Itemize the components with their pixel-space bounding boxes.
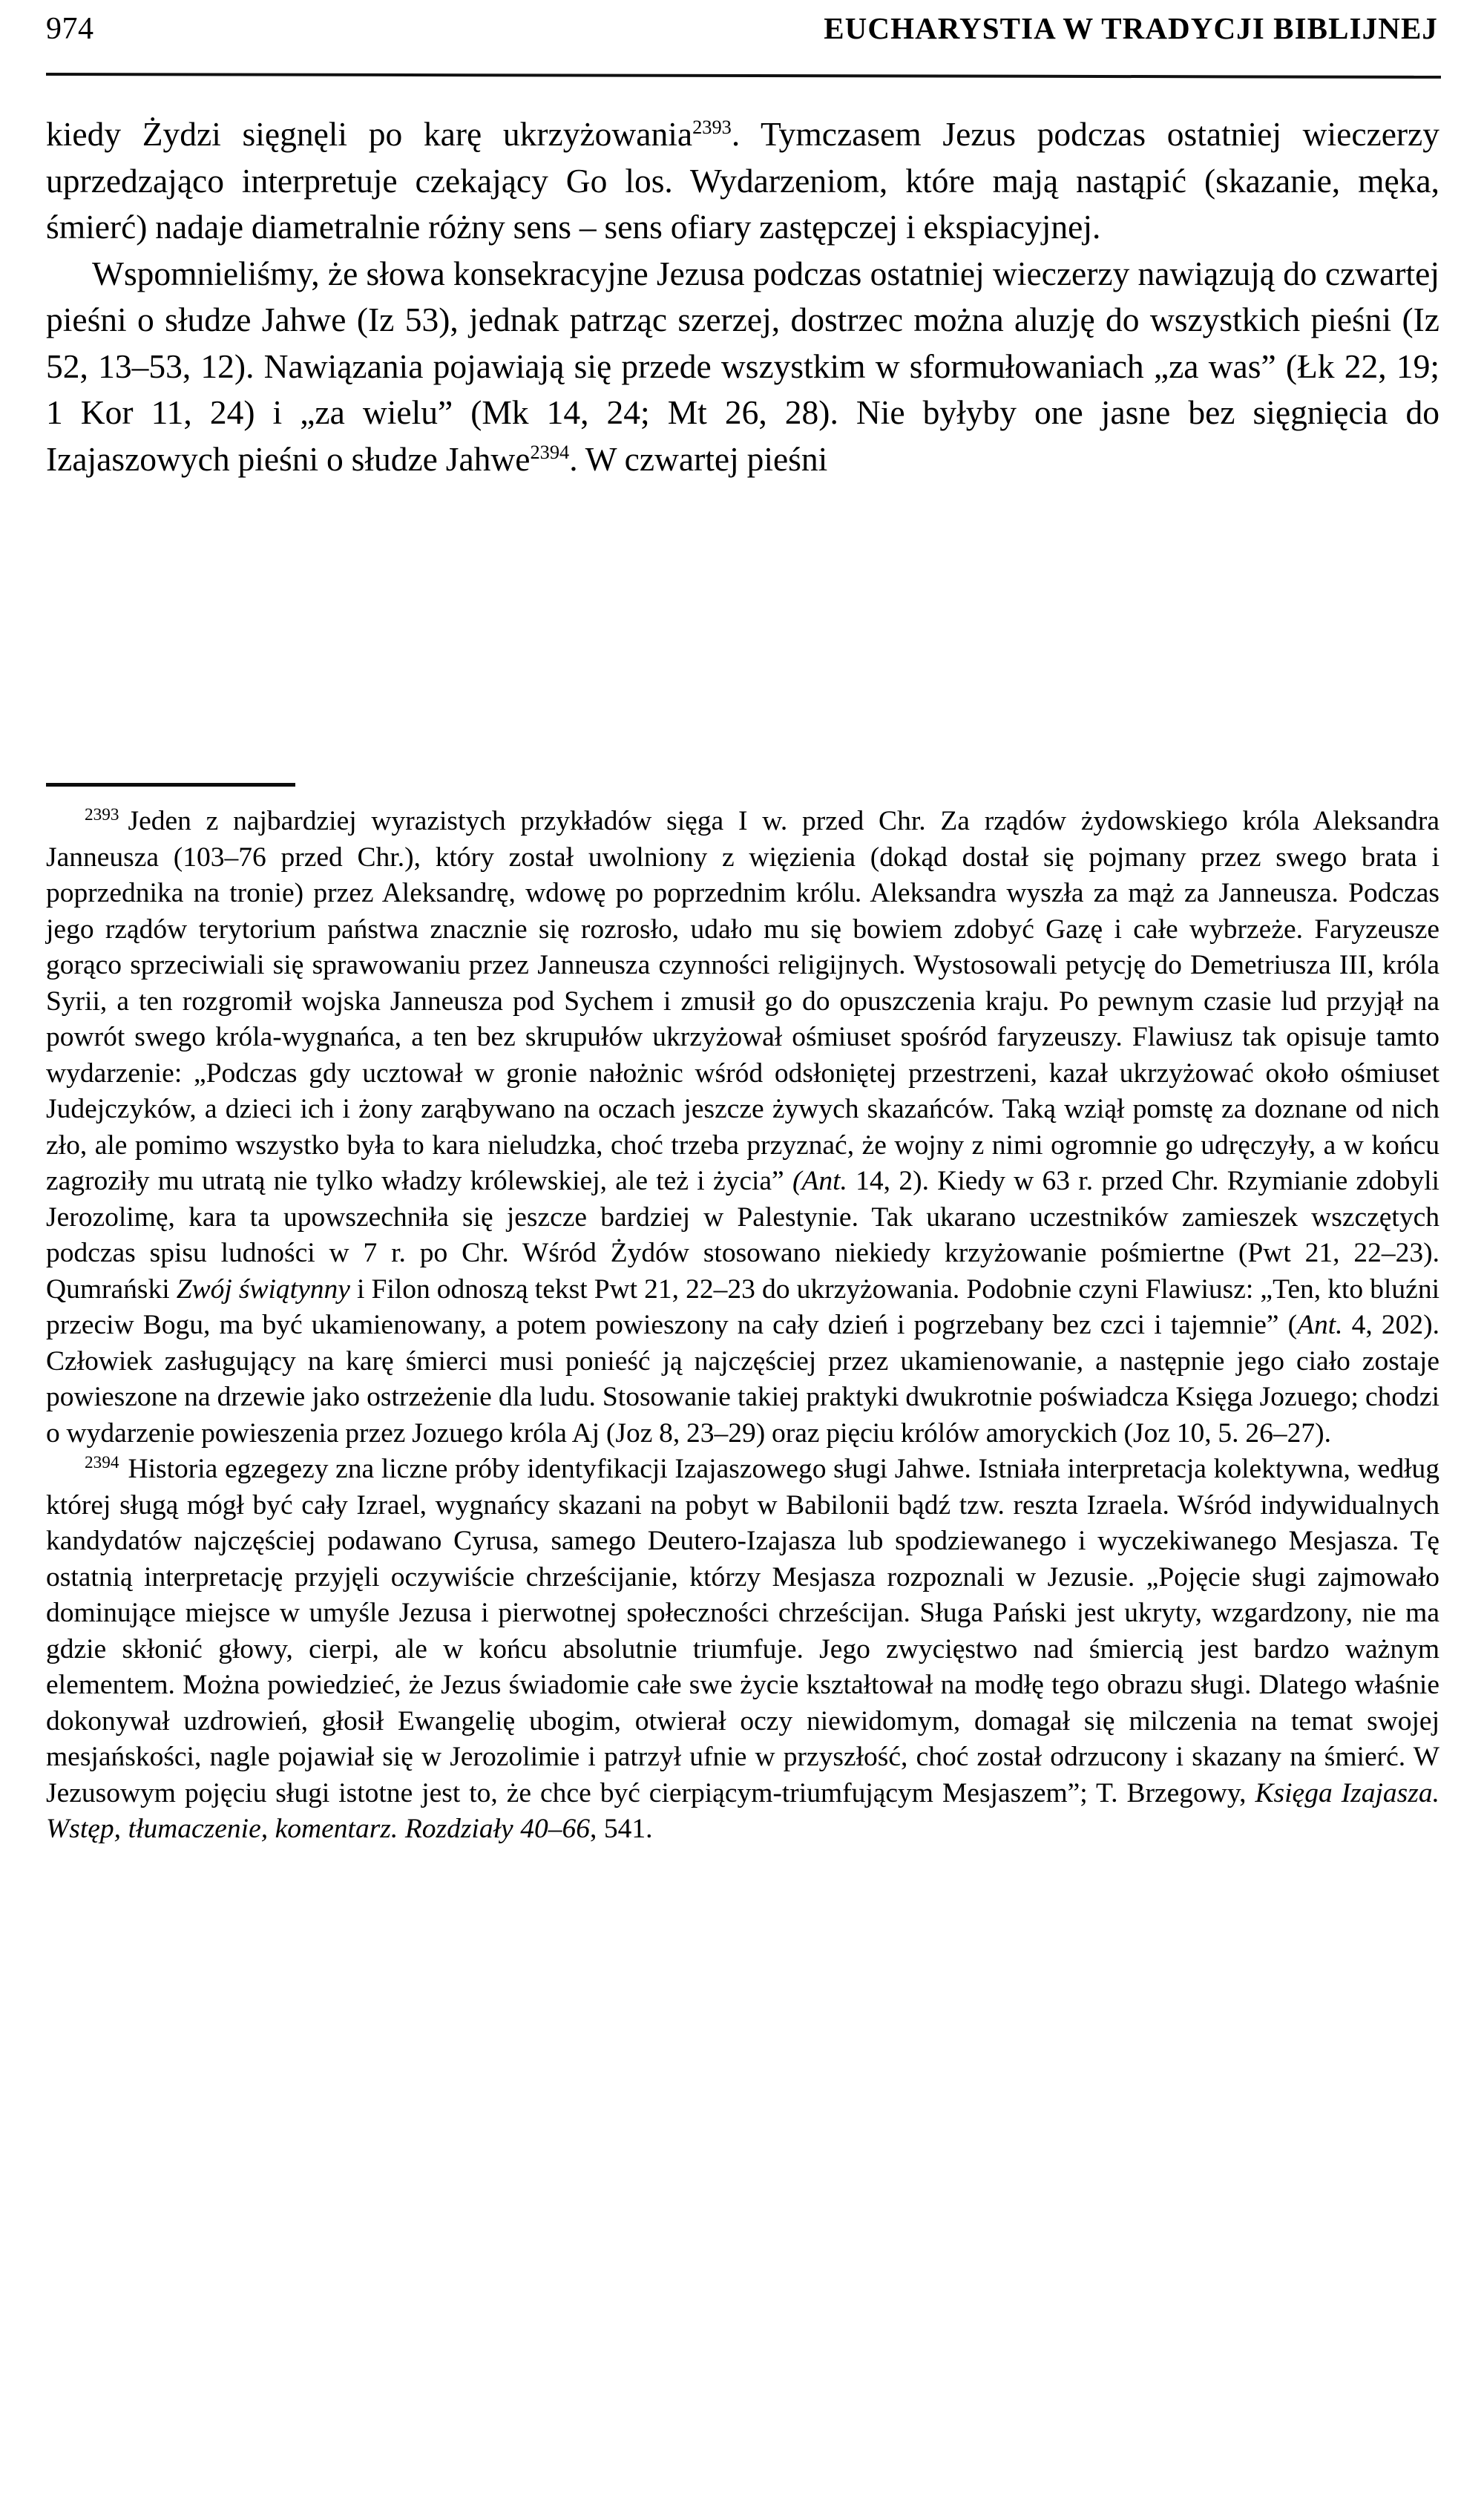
- body-paragraph-1-pre: kiedy Żydzi sięgnęli po karę ukrzyżowania: [46, 115, 693, 153]
- body-paragraph-1-post: . Tymczasem Jezus podczas ostatniej wieczerzy uprzedzająco interpretuje czekający Go los. Wydarzeniom, które mają nastąpić (skazanie, męka, śmierć) nadaje diametralnie różny sens – sens ofiary zastępczej i ekspiacyjnej.: [46, 115, 1440, 246]
- body-paragraph-2-post: . W czwartej pieśni: [569, 439, 828, 478]
- header-rule: [46, 73, 1441, 79]
- footnote-2394: [46, 1452, 1439, 1848]
- body-paragraph-2: [46, 251, 1439, 483]
- footnote-2394-text: Historia egzegezy zna liczne próby identyfikacji Izajaszowego sługi Jahwe. Istniała interpretacja kolektywna, według której sługą mógł być cały Izrael, wygnańcy skazani na pobyt w Babilonii bądź tzw. reszta Izraela. Wśród indywidualnych kandydatów najczęściej podawano Cyrusa, samego Deutero-Izajasza lub spodziewanego i wyczekiwanego Mesjasza. Tę ostatnią interpretację przyjęli oczywiście chrześcijanie, którzy Mesjasza rozpoznali w Jezusie. „Pojęcie sługi zajmowało dominujące miejsce w umyśle Jezusa i pierwotnej społeczności chrześcijan. Sługa Pański jest ukryty, wzgardzony, nie ma gdzie skłonić głowy, cierpi, ale w końcu absolutnie triumfuje. Jego zwycięstwo nad śmiercią jest bardzo ważnym elementem. Można powiedzieć, że Jezus świadomie całe swe życie kształtował na modłę tego obrazu sługi. Dlatego właśnie dokonywał uzdrowień, głosił Ewangelię ubogim, otwierał oczy niewidomym, domagał się milczenia na temat swojej mesjańskości, nagle pojawiał się w Jerozolimie i patrzył ufnie w przyszłość, choć został odrzucony i skazany na śmierć. W Jezusowym pojęciu sługi istotne jest to, że chce być cierpiącym-triumfującym Mesjaszem”; T. Brzegowy, Księga Izajasza. Wstęp, tłumaczenie, komentarz. Rozdziały 40–66, 541.: [46, 1454, 1439, 1844]
- footnote-2393-text: Jeden z najbardziej wyrazistych przykładów sięga I w. przed Chr. Za rządów żydowskiego króla Aleksandra Janneusza (103–76 przed Chr.), który został uwolniony z więzienia (dokąd dostał się pojmany przez swego brata i poprzednika na tronie) przez Aleksandrę, wdowę po poprzednim królu. Aleksandra wyszła za mąż za Janneusza. Podczas jego rządów terytorium państwa znacznie się rozrosło, udało mu się bowiem zdobyć Gazę i całe wybrzeże. Faryzeusze gorąco sprzeciwiali się sprawowaniu przez Janneusza czynności religijnych. Wystosowali petycję do Demetriusza III, króla Syrii, a ten rozgromił wojska Janneusza pod Sychem i zmusił go do opuszczenia kraju. Po pewnym czasie lud przyjął na powrót swego króla-wygnańca, a ten bez skrupułów ukrzyżował ośmiuset spośród faryzeuszy. Flawiusz tak opisuje tamto wydarzenie: „Podczas gdy ucztował w gronie nałożnic wśród odsłoniętej przestrzeni, kazał ukrzyżować około ośmiuset Judejczyków, a dzieci ich i żony zarąbywano na oczach jeszcze żywych skazańców. Taką wziął pomstę za doznane od nich zło, ale pomimo wszystko była to kara nieludzka, choć trzeba przyznać, że wojny z nimi ogromnie go udręczyły, a w końcu zagroziły mu utratą nie tylko władzy królewskiej, ale też i życia” (Ant. 14, 2). Kiedy w 63 r. przed Chr. Rzymianie zdobyli Jerozolimę, kara ta upowszechniła się jeszcze bardziej w Palestynie. Tak ukarano uczestników zamieszek wszczętych podczas spisu ludności w 7 r. po Chr. Wśród Żydów stosowano niekiedy krzyżowanie pośmiertne (Pwt 21, 22–23). Qumrański Zwój świątynny i Filon odnoszą tekst Pwt 21, 22–23 do ukrzyżowania. Podobnie czyni Flawiusz: „Ten, kto bluźni przeciw Bogu, ma być ukamienowany, a potem powieszony na cały dzień i pogrzebany bez czci i tajemnie” (Ant. 4, 202). Człowiek zasługujący na karę śmierci musi ponieść ją najczęściej przez ukamienowanie, a następnie jego ciało zostaje powieszone na drzewie jako ostrzeżenie dla ludu. Stosowanie takiej praktyki dwukrotnie poświadcza Księga Jozuego; chodzi o wydarzenie powieszenia przez Jozuego króla Aj (Joz 8, 23–29) oraz pięciu królów amoryckich (Joz 10, 5. 26–27).: [46, 806, 1439, 1449]
- footnote-reference-2393[interactable]: 2393: [692, 115, 732, 138]
- footnote-separator-rule: [46, 783, 295, 787]
- footnote-reference-2394[interactable]: 2394: [530, 440, 570, 463]
- footnote-number-2393: 2393: [85, 804, 119, 824]
- page-number: 974: [46, 12, 94, 46]
- body-text: [46, 111, 1439, 482]
- body-paragraph-2-pre: Wspomnieliśmy, że słowa konsekracyjne Jezusa podczas ostatniej wieczerzy nawiązują do czwartej pieśni o słudze Jahwe (Iz 53), jednak patrząc szerzej, dostrzec można aluzję do wszystkich pieśni (Iz 52, 13–53, 12). Nawiązania pojawiają się przede wszystkim w sformułowaniach „za was” (Łk 22, 19; 1 Kor 11, 24) i „za wielu” (Mk 14, 24; Mt 26, 28). Nie byłyby one jasne bez sięgnięcia do Izajaszowych pieśni o słudze Jahwe: [46, 254, 1439, 478]
- running-head-title: EUCHARYSTIA W TRADYCJI BIBLIJNEJ: [824, 11, 1438, 45]
- footnote-number-2394: 2394: [85, 1452, 119, 1472]
- footnote-2393: [46, 804, 1439, 1452]
- footnote-block: [46, 804, 1439, 1848]
- running-head: [46, 13, 1438, 68]
- body-paragraph-1: [46, 111, 1439, 251]
